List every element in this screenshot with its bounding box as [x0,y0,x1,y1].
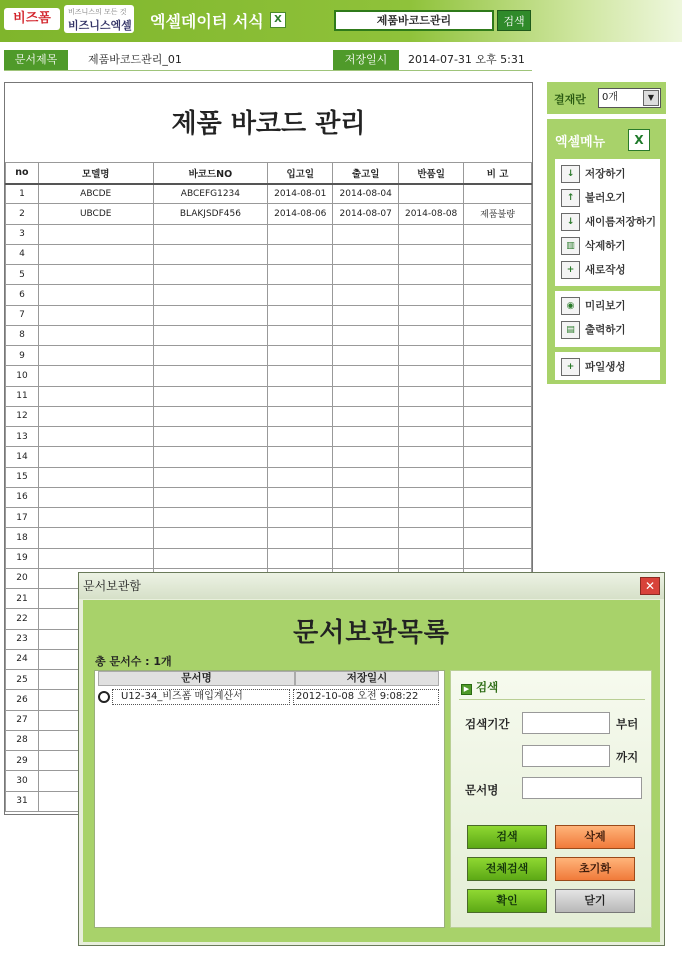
table-cell[interactable] [153,325,268,345]
list-item-date: 2012-10-08 오전 9:08:22 [293,689,439,705]
table-row [6,427,532,447]
list-header-name: 문서명 [98,671,295,686]
doc-title-value: 제품바코드관리_01 [88,53,182,66]
table-cell[interactable] [399,265,464,285]
table-row [6,366,532,386]
table-cell[interactable] [38,386,153,406]
load-icon: ↑ [561,189,580,207]
row-number-cell[interactable]: 20 [6,568,39,588]
table-cell[interactable] [38,224,153,244]
sheet-title: 제품 바코드 관리 [171,109,366,139]
table-header-row [6,163,532,184]
menu-item-label: 새로작성 [585,264,626,276]
menu-item-new-doc[interactable] [561,260,626,280]
table-cell[interactable] [333,346,399,366]
row-number-cell[interactable]: 17 [6,508,39,528]
menu-item-label: 저장하기 [585,168,626,180]
menu-group-print [555,291,660,347]
docname-input[interactable] [522,777,642,799]
table-cell[interactable] [38,528,153,548]
docname-label: 문서명 [465,783,499,797]
table-cell[interactable] [268,406,333,426]
table-cell[interactable] [464,285,532,305]
menu-item-save-as[interactable] [561,212,656,232]
search-panel-title [461,679,498,695]
confirm-button[interactable]: 확인 [467,889,547,913]
table-cell[interactable] [38,325,153,345]
table-cell[interactable] [399,386,464,406]
table-cell[interactable] [464,325,532,345]
table-cell[interactable] [268,224,333,244]
table-row [6,285,532,305]
table-row [6,487,532,507]
table-cell[interactable] [464,548,532,568]
table-cell[interactable] [399,467,464,487]
table-row [6,508,532,528]
table-cell[interactable] [333,487,399,507]
row-number-cell[interactable]: 19 [6,548,39,568]
radio-button[interactable] [98,691,110,703]
table-row [6,184,532,204]
excel-icon: X [628,129,650,151]
close-button[interactable]: 닫기 [555,889,635,913]
row-number-cell[interactable]: 27 [6,710,39,730]
table-cell[interactable] [38,406,153,426]
table-cell[interactable] [464,508,532,528]
table-cell[interactable] [153,285,268,305]
table-row [6,386,532,406]
table-cell[interactable] [268,487,333,507]
menu-item-label: 출력하기 [585,324,626,336]
table-cell[interactable] [153,224,268,244]
table-row [6,325,532,345]
table-cell[interactable] [333,386,399,406]
table-row [6,406,532,426]
reset-button[interactable]: 초기화 [555,857,635,881]
print-icon: ▤ [561,321,580,339]
date-from-input[interactable] [522,712,610,734]
excel-menu-title: 엑셀메뉴 [555,135,606,150]
chevron-down-icon[interactable]: ▼ [643,90,659,106]
table-cell[interactable] [38,265,153,285]
table-cell[interactable] [268,386,333,406]
table-cell[interactable] [464,386,532,406]
table-row [6,224,532,244]
excel-icon: X [270,12,286,28]
dialog-body [83,600,660,942]
table-cell[interactable] [153,265,268,285]
business-excel-logo[interactable] [64,5,134,33]
table-cell[interactable] [268,447,333,467]
row-number-cell[interactable]: 10 [6,366,39,386]
list-item-name: U12-34_비즈폼 매입계산서 [112,689,290,705]
approval-label: 결재란 [554,93,586,106]
table-cell[interactable] [464,346,532,366]
table-cell[interactable] [268,508,333,528]
search-all-button[interactable]: 전체검색 [467,857,547,881]
row-number-cell[interactable]: 25 [6,670,39,690]
menu-group-create [555,352,660,380]
table-cell[interactable] [399,366,464,386]
table-cell[interactable] [399,427,464,447]
row-number-cell[interactable]: 2 [6,204,39,224]
menu-item-label: 불러오기 [585,192,626,204]
table-cell[interactable]: 2014-08-01 [268,184,333,204]
table-cell[interactable] [464,427,532,447]
table-row [6,467,532,487]
table-cell[interactable] [399,406,464,426]
table-cell[interactable] [153,244,268,264]
table-cell[interactable] [399,528,464,548]
table-row [6,528,532,548]
close-icon[interactable]: ✕ [640,577,660,595]
row-number-cell[interactable]: 23 [6,629,39,649]
table-cell[interactable] [268,285,333,305]
table-row [6,244,532,264]
approval-panel [547,82,666,114]
table-cell[interactable] [399,244,464,264]
menu-group-file [555,159,660,286]
table-cell[interactable] [333,447,399,467]
menu-item-load[interactable] [561,188,626,208]
dialog-title-bar[interactable] [79,573,664,599]
table-cell[interactable] [464,366,532,386]
table-row [6,548,532,568]
row-number-cell[interactable]: 11 [6,386,39,406]
create-file-icon: + [561,358,580,376]
menu-item-label: 새이름저장하기 [585,216,657,228]
table-cell[interactable] [333,224,399,244]
document-list[interactable] [94,670,445,928]
table-cell[interactable] [38,305,153,325]
menu-item-label: 파일생성 [585,361,626,373]
table-cell[interactable] [333,548,399,568]
dialog-title: 문서보관함 [83,579,141,593]
table-cell[interactable] [38,346,153,366]
document-count: 총 문서수 : 1개 [95,655,172,668]
table-row [6,305,532,325]
table-cell[interactable] [333,366,399,386]
table-cell[interactable] [399,285,464,305]
menu-item-create-file[interactable] [561,357,626,377]
row-number-cell[interactable]: 28 [6,730,39,750]
table-cell[interactable] [153,386,268,406]
row-number-cell[interactable]: 16 [6,487,39,507]
table-row [6,346,532,366]
row-number-cell[interactable]: 12 [6,406,39,426]
table-cell[interactable] [333,305,399,325]
row-number-cell[interactable]: 14 [6,447,39,467]
approval-select-value: 0개 [602,92,619,103]
table-cell[interactable] [153,447,268,467]
table-cell[interactable] [38,487,153,507]
table-cell[interactable] [38,467,153,487]
row-number-cell[interactable]: 8 [6,325,39,345]
document-info-row [4,50,532,71]
top-search-input[interactable]: 제품바코드관리 [334,10,494,31]
table-cell[interactable] [153,427,268,447]
table-cell[interactable] [153,508,268,528]
dialog-heading: 문서보관목록 [293,618,450,648]
table-cell[interactable] [268,325,333,345]
save-as-icon: ↓ [561,213,580,231]
table-cell[interactable] [38,427,153,447]
bizform-logo[interactable]: 비즈폼 [4,8,60,30]
table-cell[interactable]: UBCDE [38,204,153,224]
table-cell[interactable] [333,528,399,548]
table-cell[interactable]: ABCEFG1234 [153,184,268,204]
table-cell[interactable] [333,406,399,426]
column-header: 비 고 [464,163,532,184]
row-number-cell[interactable]: 18 [6,528,39,548]
table-cell[interactable] [38,447,153,467]
delete-button[interactable]: 삭제 [555,825,635,849]
row-number-cell[interactable]: 9 [6,346,39,366]
top-bar [0,0,682,42]
table-cell[interactable] [399,346,464,366]
table-cell[interactable] [399,447,464,467]
table-cell[interactable] [38,548,153,568]
row-number-cell[interactable]: 24 [6,649,39,669]
column-header: 입고일 [268,163,333,184]
table-cell[interactable]: 2014-08-04 [333,184,399,204]
table-cell[interactable] [268,244,333,264]
row-number-cell[interactable]: 6 [6,285,39,305]
table-cell[interactable] [268,548,333,568]
row-number-cell[interactable]: 4 [6,244,39,264]
table-cell[interactable] [464,528,532,548]
table-cell[interactable] [38,366,153,386]
column-header: 반품일 [399,163,464,184]
table-cell[interactable]: 제품불량 [464,204,532,224]
table-cell[interactable] [333,467,399,487]
table-cell[interactable]: ABCDE [38,184,153,204]
table-cell[interactable] [268,528,333,548]
table-cell[interactable] [399,508,464,528]
search-title-text: 검색 [476,680,499,694]
menu-item-trash[interactable] [561,236,626,256]
menu-item-label: 미리보기 [585,300,626,312]
column-header: 출고일 [333,163,399,184]
table-cell[interactable] [464,244,532,264]
row-number-cell[interactable]: 5 [6,265,39,285]
excel-menu-panel [547,119,666,384]
table-cell[interactable] [464,467,532,487]
table-cell[interactable] [333,265,399,285]
table-cell[interactable] [464,265,532,285]
menu-item-preview[interactable] [561,296,626,316]
table-cell[interactable] [153,467,268,487]
saved-date-value: 2014-07-31 오후 5:31 [408,53,525,66]
from-suffix: 부터 [616,717,639,731]
table-cell[interactable] [333,427,399,447]
approval-select[interactable] [598,88,661,108]
document-archive-dialog [78,572,665,946]
table-cell[interactable] [464,406,532,426]
table-cell[interactable] [333,325,399,345]
row-number-cell[interactable]: 1 [6,184,39,204]
row-number-cell[interactable]: 13 [6,427,39,447]
table-cell[interactable] [38,244,153,264]
column-header: no [6,163,39,184]
table-cell[interactable]: 2014-08-06 [268,204,333,224]
table-cell[interactable] [153,406,268,426]
row-number-cell[interactable]: 31 [6,791,39,811]
table-cell[interactable] [153,548,268,568]
row-number-cell[interactable]: 21 [6,589,39,609]
row-number-cell[interactable]: 26 [6,690,39,710]
row-number-cell[interactable]: 30 [6,771,39,791]
table-cell[interactable] [333,244,399,264]
table-cell[interactable] [268,265,333,285]
top-search-button[interactable]: 검색 [497,10,531,31]
date-to-input[interactable] [522,745,610,767]
table-cell[interactable] [399,487,464,507]
table-cell[interactable] [464,184,532,204]
divider [459,699,645,700]
list-header-date: 저장일시 [295,671,439,686]
table-cell[interactable] [399,325,464,345]
table-cell[interactable] [268,366,333,386]
app-title: 엑셀데이터 서식 [150,12,264,31]
preview-icon: ◉ [561,297,580,315]
search-panel [450,670,652,928]
to-suffix: 까지 [616,750,639,764]
new-doc-icon: + [561,261,580,279]
saved-date-label: 저장일시 [333,50,399,70]
table-cell[interactable] [464,487,532,507]
search-button[interactable]: 검색 [467,825,547,849]
table-cell[interactable] [333,285,399,305]
table-row [6,265,532,285]
doc-title-label: 문서제목 [4,50,68,70]
row-number-cell[interactable]: 22 [6,609,39,629]
table-cell[interactable] [153,305,268,325]
table-cell[interactable] [153,346,268,366]
table-cell[interactable] [38,285,153,305]
row-number-cell[interactable]: 3 [6,224,39,244]
table-cell[interactable] [38,508,153,528]
row-number-cell[interactable]: 7 [6,305,39,325]
table-cell[interactable] [399,548,464,568]
period-label: 검색기간 [465,717,510,731]
table-cell[interactable] [464,305,532,325]
table-cell[interactable] [333,508,399,528]
save-icon: ↓ [561,165,580,183]
table-cell[interactable] [399,184,464,204]
logo-text: 비즈니스엑셀 [68,19,132,32]
table-cell[interactable] [153,366,268,386]
table-cell[interactable]: BLAKJSDF456 [153,204,268,224]
table-cell[interactable] [399,305,464,325]
table-cell[interactable] [464,224,532,244]
logo-tagline: 비즈니스의 모든 것 [68,8,127,16]
trash-icon: ▥ [561,237,580,255]
arrow-icon: ▶ [461,684,472,695]
menu-item-label: 삭제하기 [585,240,626,252]
table-cell[interactable] [268,467,333,487]
table-cell[interactable] [399,224,464,244]
row-number-cell[interactable]: 15 [6,467,39,487]
menu-item-print[interactable] [561,320,626,340]
table-cell[interactable] [153,528,268,548]
list-item[interactable] [98,689,438,705]
table-cell[interactable] [153,487,268,507]
column-header: 모델명 [38,163,153,184]
column-header: 바코드NO [153,163,268,184]
table-row [6,447,532,467]
table-cell[interactable]: 2014-08-08 [399,204,464,224]
table-cell[interactable] [464,447,532,467]
row-number-cell[interactable]: 29 [6,751,39,771]
menu-item-save[interactable] [561,164,626,184]
table-cell[interactable]: 2014-08-07 [333,204,399,224]
table-cell[interactable] [268,305,333,325]
table-row [6,204,532,224]
table-cell[interactable] [268,346,333,366]
table-cell[interactable] [268,427,333,447]
